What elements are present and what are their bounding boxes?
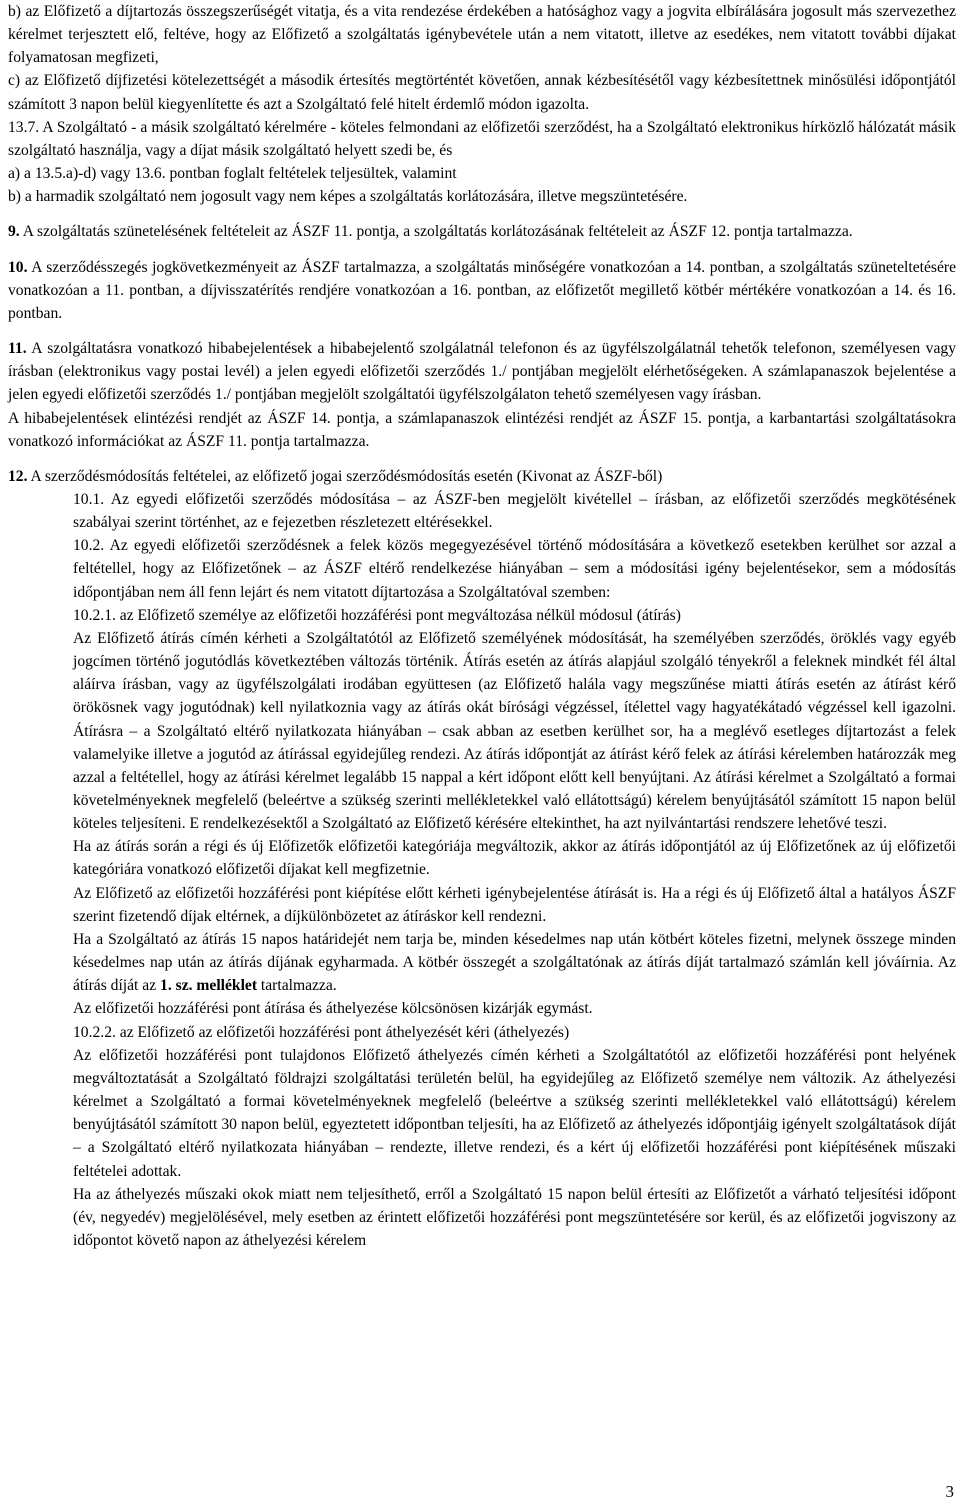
- text-run: a) a 13.5.a)-d) vagy 13.6. pontban foglalt feltételek teljesültek, valamint: [8, 165, 457, 183]
- paragraph: [8, 928, 956, 997]
- text-run: A szolgáltatásra vonatkozó hibabejelentések a hibabejelentő szolgálatnál telefonon és az ügyfélszolgálatnál tehetők telefonon, személyesen vagy írásban (elektronikus vagy postai levél) a jelen egyedi előfizetői szerződés 1./ pontjában megjelölt elérhetőségeken. A számlapanaszok bejelentése a jelen egyedi előfizetői szerződés 1./ pontjában megjelölt szolgáltatói ügyfélszolgálaton tehető személyesen vagy írásban.: [8, 340, 956, 404]
- paragraph: [8, 627, 956, 835]
- bold-text: 1. sz. melléklet: [160, 977, 258, 995]
- text-run: Az előfizetői hozzáférési pont tulajdonos Előfizető áthelyezés címén kérheti a Szolgáltatótól az előfizetői hozzáférési pont helyének megváltoztatását a Szolgáltató földrajzi szolgáltatási területén belül, ha egyidejűleg az Előfizető személye nem változik. Az áthelyezési kérelmet a Szolgáltató a formai követelményeknek megfelelő (beleértve a szükség szerinti mellékletekkel való ellátottságú) kérelem benyújtásától számított 30 napon belül, egyeztetett időpontban teljesíti, ha az Előfizető az áthelyezés időpontjáig igényelt szolgáltatások díját – a Szolgáltató eltérő nyilatkozata hiányában – rendezte, illetve rendezi, és a kért új előfizetői hozzáférési pont kiépítésének műszaki feltételei adottak.: [73, 1046, 956, 1180]
- text-run: Ha az áthelyezés műszaki okok miatt nem teljesíthető, erről a Szolgáltató 15 napon belül értesíti az Előfizetőt a várható teljesítési időpont (év, negyedév) megjelölésével, mely esetben az érintett előfizetői hozzáférési pont megszüntetésére sor kerül, és az előfizetői jogviszony az időpontot követő napon az áthelyezési kérelem: [73, 1185, 956, 1249]
- paragraph: [8, 882, 956, 928]
- text-run: b) a harmadik szolgáltató nem jogosult vagy nem képes a szolgáltatás korlátozására, illetve megszüntetésére.: [8, 188, 688, 206]
- text-run: c) az Előfizető díjfizetési kötelezettségét a második értesítés megtörténtét követően, annak kézbesítésétől vagy kézbesítettnek minősülési időpontjától számított 3 napon belül kiegyenlítette és azt a Szolgáltató felé hitelt érdemlő módon igazolta.: [8, 72, 956, 113]
- text-run: Az Előfizető az előfizetői hozzáférési pont kiépítése előtt kérheti igénybejelentése átírását is. Ha a régi és új Előfizető által a hatályos ÁSZF szerint fizetendő díjak eltérnek, a díjkülönbözetet az átíráskor kell rendezni.: [73, 884, 956, 925]
- text-run: 10.2.1. az Előfizető személye az előfizetői hozzáférési pont megváltozása nélkül módosul (átírás): [73, 606, 681, 624]
- text-run: A hibabejelentések elintézési rendjét az ÁSZF 14. pontja, a számlapanaszok elintézési rendjét az ÁSZF 15. pontja, a karbantartási szolgáltatásokra vonatkozó információkat az ÁSZF 11. pontja tartalmazza.: [8, 409, 956, 450]
- text-run: tartalmazza.: [257, 977, 337, 995]
- paragraph: [8, 0, 956, 69]
- bold-text: 9.: [8, 223, 20, 241]
- paragraph: [8, 488, 956, 534]
- text-run: 10.2.2. az Előfizető az előfizetői hozzáférési pont áthelyezését kéri (áthelyezés): [73, 1023, 570, 1041]
- text-run: 10.2. Az egyedi előfizetői szerződésnek a felek közös megegyezésével történő módosítására a következő esetekben kerülhet sor azzal a feltétellel, hogy az Előfizetőnek – az ÁSZF eltérő rendelkezése hiányában – sem a módosítási igény bejelentésekor, sem a módosítás időpontjában nem áll fenn lejárt és nem vitatott díjtartozása a Szolgáltatóval szemben:: [73, 537, 956, 601]
- paragraph: [8, 534, 956, 603]
- bold-text: 12.: [8, 467, 28, 485]
- text-run: Ha a Szolgáltató az átírás 15 napos határidejét nem tarja be, minden késedelmes nap után kötbért köteles fizetni, melynek összege minden késedelmes nap után az átírás díjának egyharmada. A kötbér összegét a szolgáltatónak az átírás díját tartalmazó számlán kell jóváírnia. Az átírás díját az: [73, 930, 956, 995]
- paragraph: [8, 835, 956, 881]
- bold-text: 11.: [8, 340, 27, 358]
- paragraph: [8, 220, 956, 243]
- paragraph: [8, 997, 956, 1020]
- text-run: Az előfizetői hozzáférési pont átírása és áthelyezése kölcsönösen kizárják egymást.: [73, 1000, 593, 1018]
- text-run: A szerződésmódosítás feltételei, az előfizető jogai szerződésmódosítás esetén (Kivonat az ÁSZF-ből): [27, 467, 663, 485]
- paragraph: [8, 185, 956, 208]
- document-page: [8, 0, 956, 1252]
- paragraph: [8, 604, 956, 627]
- text-run: b) az Előfizető a díjtartozás összegszerűségét vitatja, és a vita rendezése érdekében a hatósághoz vagy a jogvita elbírálására jogosult más szervezethez kérelmet terjesztett elő, feltéve, hogy az Előfizető a szolgáltatás igénybevétele után a nem vitatott, illetve az esedékes, nem vitatott további díjakat folyamatosan megfizeti,: [8, 3, 956, 67]
- paragraph: [8, 1021, 956, 1044]
- paragraph: [8, 1044, 956, 1183]
- paragraph: [8, 1183, 956, 1252]
- text-run: 10.1. Az egyedi előfizetői szerződés módosítása – az ÁSZF-ben megjelölt kivétellel – írásban, az előfizetői szerződés megkötésének szabályai szerint történhet, az e fejezetben részletezett eltérésekkel.: [73, 490, 956, 532]
- paragraph: [8, 407, 956, 453]
- text-run: A szolgáltatás szünetelésének feltételeit az ÁSZF 11. pontja, a szolgáltatás korlátozásának feltételeit az ÁSZF 12. pontja tartalmazza.: [19, 223, 853, 241]
- text-run: Ha az átírás során a régi és új Előfizetők előfizetői kategóriája megváltozik, akkor az átírás időpontjától az új Előfizetőnek az új előfizetői kategóriára vonatkozó előfizetői díjakat kell megfizetnie.: [73, 838, 956, 879]
- paragraph: [8, 116, 956, 162]
- text-run: Az Előfizető átírás címén kérheti a Szolgáltatótól az Előfizető személyének módosítását, ha személyében szerződés, öröklés vagy egyéb jogcímen történő jogutódlás következtében változás történik. Átírás esetén az átírás alapjául szolgáló tényekről a feleknek mindkét fél által aláírva írásban, vagy az ügyfélszolgálati irodában együttesen (az Előfizető halála vagy megszűnése miatti átírás esetén az átírást kérő örökösnek vagy jogutódnak) kell nyilatkoznia vagy az átírás okát bírósági végzéssel, ítélettel vagy hagyatékátadó végzéssel kell igazolni. Átírásra – a Szolgáltató eltérő nyilatkozata hiányában – csak abban az esetben kerülhet sor, ha a meglévő esetleges díjtartozást a felek valamelyike illetve a jogutód az átírással egyidejűleg rendezi. Az átírás időpontját az átírást kérő felek az átírási kérelemben határozzák meg azzal a feltétellel, hogy az átírási kérelmet legalább 15 nappal a kért időpont előtt kell benyújtani. Az átírási kérelmet a Szolgáltató a formai követelményeknek megfelelő (beleértve a szükség szerinti mellékletekkel való ellátottságú) kérelem benyújtásától számított 15 napon belül köteles teljesíteni. E rendelkezésektől a Szolgáltató az Előfizető kérésére eltekinthet, ha azt nyilvántartási rendszere lehetővé teszi.: [73, 629, 956, 833]
- paragraph: [8, 69, 956, 115]
- paragraph: [8, 162, 956, 185]
- paragraph: [8, 256, 956, 325]
- paragraph: [8, 337, 956, 406]
- text-run: A szerződésszegés jogkövetkezményeit az ÁSZF tartalmazza, a szolgáltatás minőségére vonatkozóan a 14. pontban, a szolgáltatás szüneteltetésére vonatkozóan a 11. pontban, a díjvisszatérítés rendjére vonatkozóan a 16. pontban, az előfizetőt megillető kötbér mértékére vonatkozóan a 14. és 16. pontban.: [8, 258, 956, 322]
- paragraph: [8, 465, 956, 488]
- page-number: 3: [945, 1482, 954, 1501]
- text-run: 13.7. A Szolgáltató - a másik szolgáltató kérelmére - köteles felmondani az előfizetői szerződést, ha a Szolgáltató elektronikus hírközlő hálózatát másik szolgáltató használja, vagy a díjat másik szolgáltató helyett szedi be, és: [8, 118, 956, 159]
- bold-text: 10.: [8, 258, 28, 276]
